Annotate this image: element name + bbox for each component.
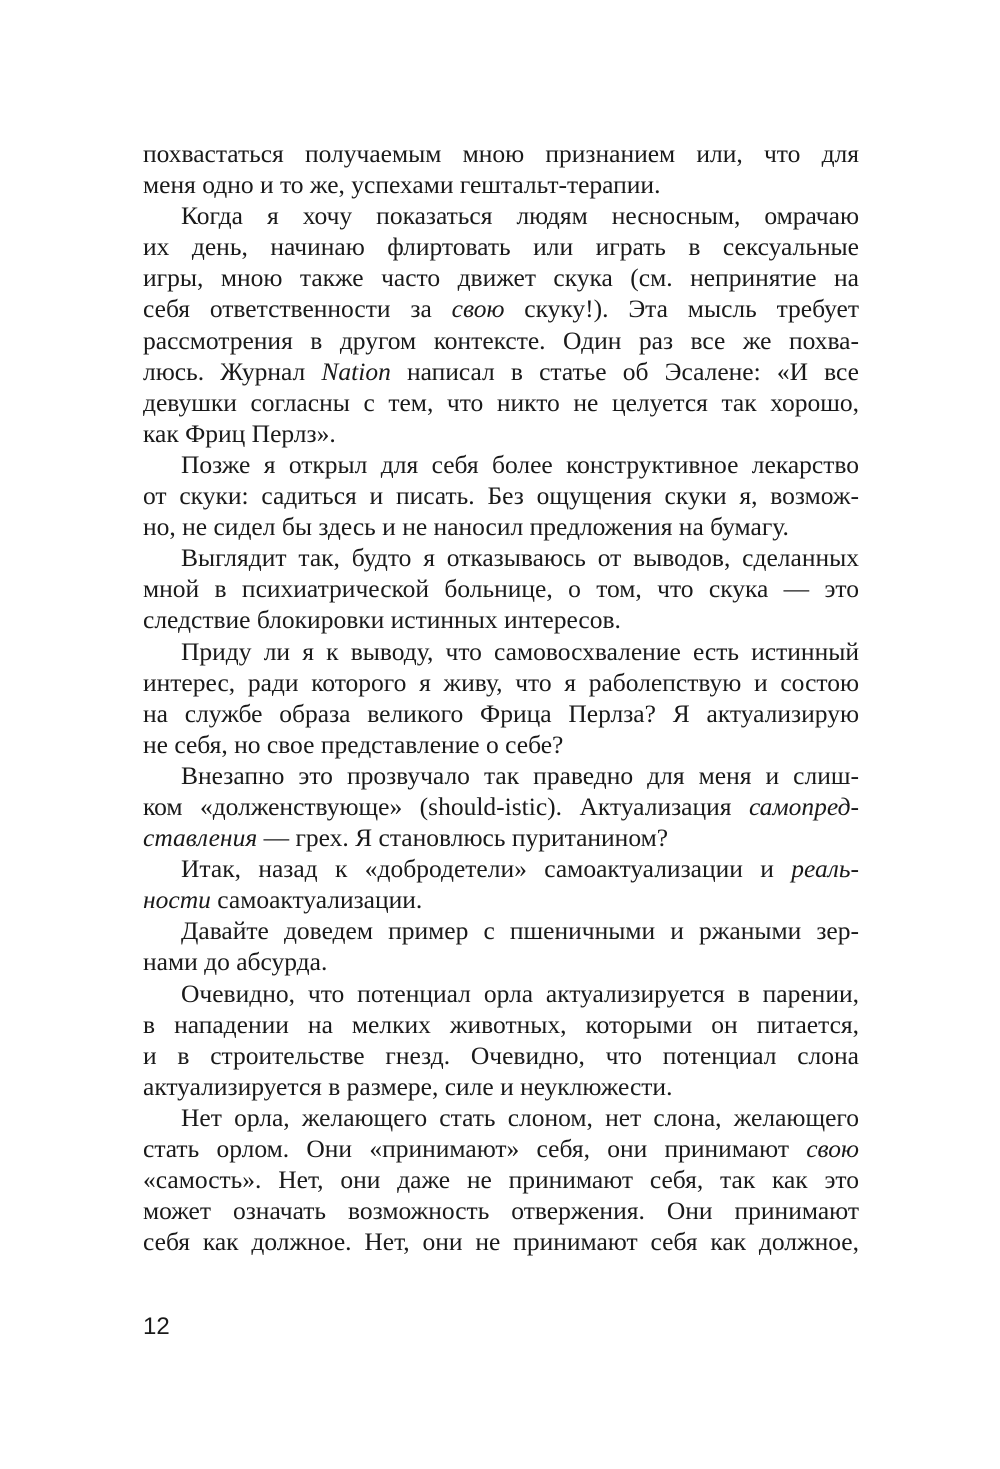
text-line: как Фриц Перлз».: [143, 418, 336, 448]
text-line: себя ответственности за свою скуку!). Эта мысль требует: [143, 294, 859, 324]
text-line: интерес, ради которого я живу, что я раболепствую и состою: [143, 667, 859, 697]
text-line: Позже я открыл для себя более конструктивное лекарство: [181, 449, 859, 479]
text-line: от скуки: садиться и писать. Без ощущения скуки я, возмож-: [143, 481, 859, 511]
text-line: похвастаться получаемым мною признанием или, что для: [143, 139, 859, 168]
text-line: не себя, но свое представление о себе?: [143, 729, 564, 759]
text-line: их день, начинаю флиртовать или играть в сексуальные: [143, 232, 859, 262]
text-line: Когда я хочу показаться людям несносным, омрачаю: [181, 201, 859, 231]
text-line: следствие блокировки истинных интересов.: [143, 605, 621, 635]
text-line: меня одно и то же, успехами гештальт-терапии.: [143, 170, 661, 200]
text-line: на службе образа великого Фрица Перлза? Я актуализирую: [143, 698, 859, 728]
text-line: «самость». Нет, они даже не принимают себя, так как это: [143, 1165, 859, 1195]
text-line: Выглядит так, будто я отказываюсь от выводов, сделанных: [181, 543, 859, 573]
body-text: [143, 138, 859, 1257]
text-line: люсь. Журнал Nation написал в статье об Эсалене: «И все: [143, 356, 859, 386]
text-line: но, не сидел бы здесь и не наносил предложения на бумагу.: [143, 512, 789, 542]
text-line: Нет орла, желающего стать слоном, нет слона, желающего: [181, 1102, 859, 1132]
text-line: игры, мною также часто движет скука (см. непринятие на: [143, 263, 859, 293]
text-line: и в строительстве гнезд. Очевидно, что потенциал слона: [143, 1040, 859, 1070]
text-line: Приду ли я к выводу, что самовосхваление есть истинный: [181, 636, 859, 666]
text-line: Внезапно это прозвучало так праведно для меня и слиш-: [181, 760, 859, 790]
text-line: стать орлом. Они «принимают» себя, они принимают свою: [143, 1134, 859, 1163]
text-line: мной в психиатрической больнице, о том, что скука — это: [143, 574, 859, 604]
text-line: может означать возможность отвержения. Они принимают: [143, 1196, 859, 1226]
page-number: 12: [143, 1313, 170, 1340]
text-line: нами до абсурда.: [143, 947, 328, 977]
text-line: ставления — грех. Я становлюсь пуританином?: [143, 823, 669, 853]
text-line: ности самоактуализации.: [143, 885, 423, 915]
text-line: Давайте доведем пример с пшеничными и ржаными зер-: [181, 916, 859, 946]
text-line: в нападении на мелких животных, которыми он питается,: [143, 1009, 859, 1039]
text-line: рассмотрения в другом контексте. Один раз все же похва-: [143, 325, 859, 355]
text-line: актуализируется в размере, силе и неуклюжести.: [143, 1071, 673, 1101]
text-line: Очевидно, что потенциал орла актуализируется в парении,: [181, 978, 859, 1008]
text-line: девушки согласны с тем, что никто не целуется так хорошо,: [143, 387, 859, 417]
text-line: ком «долженствующе» (should-istic). Актуализация самопред-: [143, 791, 859, 821]
text-line: себя как должное. Нет, они не принимают себя как должное,: [143, 1227, 859, 1257]
text-line: Итак, назад к «добродетели» самоактуализации и реаль-: [181, 854, 859, 884]
